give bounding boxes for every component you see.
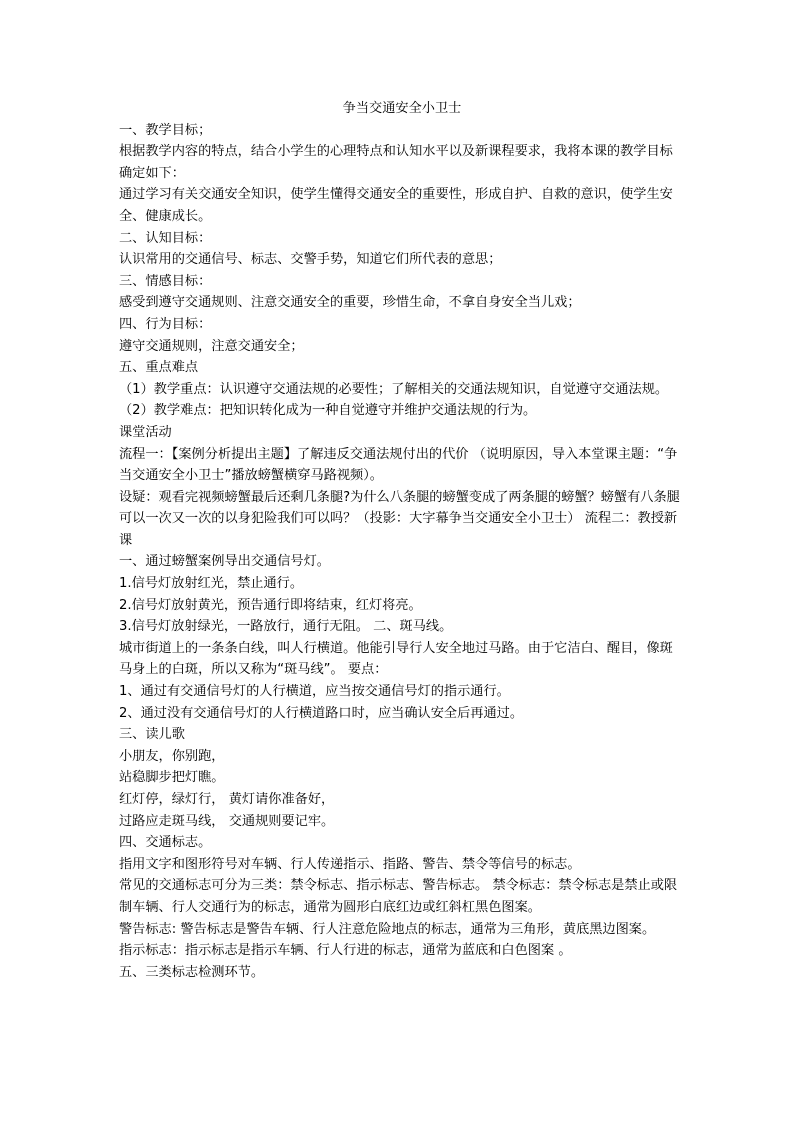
paragraph-key-point-1: （1）教学重点：认识遵守交通法规的必要性；了解相关的交通法规知识，自觉遵守交通法规。 [119, 381, 669, 397]
paragraph-sign-definition: 指用文字和图形符号对车辆、行人传递指示、指路、警告、禁令等信号的标志。 [119, 856, 581, 872]
heading-signal-lights: 一、通过螃蟹案例导出交通信号灯。 [119, 554, 330, 570]
paragraph-warning-signs: 警告标志: 警告标志是警告车辆、行人注意危险地点的标志，通常为三角形，黄底黑边图案。 [119, 921, 656, 937]
heading-teaching-goals: 一、教学目标； [119, 122, 212, 138]
document-title: 争当交通安全小卫士 [342, 101, 462, 116]
list-item-green-light: 3.信号灯放射绿光，一路放行，通行无阻。 二、斑马线。 [119, 619, 453, 635]
list-item-crossing-rule-1: 1、通过有交通信号灯的人行横道，应当按交通信号灯的指示通行。 [119, 684, 510, 700]
paragraph-goal-summary: 通过学习有关交通安全知识，使学生懂得交通安全的重要性，形成自护、自救的意识，使学生安全、健康成长。 [119, 187, 673, 224]
paragraph-key-point-2: （2）教学难点：把知识转化成为一种自觉遵守并维护交通法规的行为。 [119, 403, 537, 419]
list-item-yellow-light: 2.信号灯放射黄光，预告通行即将结束，红灯将亮。 [119, 597, 422, 613]
list-item-crossing-rule-2: 2、通过没有交通信号灯的人行横道路口时，应当确认安全后再通过。 [119, 705, 524, 721]
heading-nursery-rhyme: 三、读儿歌 [119, 727, 185, 743]
heading-traffic-signs: 四、交通标志。 [119, 835, 212, 851]
paragraph-zebra-crossing: 城市街道上的一条条白线，叫人行横道。他能引导行人安全地过马路。由于它洁白、醒目，像斑马身上的白斑，所以又称为“斑马线”。 要点： [119, 640, 673, 678]
paragraph-process-one: 流程一：【案例分析提出主题】了解违反交通法规付出的代价 （说明原因，导入本堂课主题：“争当交通安全小卫士”播放螃蟹横穿马路视频）。 [119, 446, 678, 484]
paragraph-indication-signs: 指示标志：指示标志是指示车辆、行人行进的标志，通常为蓝底和白色图案 。 [119, 943, 572, 959]
document-page [119, 98, 685, 983]
paragraph-goal-basis: 根据教学内容的特点，结合小学生的心理特点和认知水平以及新课程要求，我将本课的教学目标确定如下： [119, 144, 673, 181]
paragraph-emotional-goals: 感受到遵守交通规则、注意交通安全的重要，珍惜生命，不拿自身安全当儿戏； [119, 295, 581, 311]
list-item-red-light: 1.信号灯放射红光，禁止通行。 [119, 576, 304, 592]
paragraph-question: 设疑：观看完视频螃蟹最后还剩几条腿?为什么八条腿的螃蟹变成了两条腿的螃蟹？螃蟹有八条腿可以一次又一次的以身犯险我们可以吗？（投影：大字幕争当交通安全小卫士） 流程二：教授新课 [119, 489, 680, 548]
paragraph-sign-types: 常见的交通标志可分为三类：禁令标志、指示标志、警告标志。 禁令标志：禁令标志是禁止或限制车辆、行人交通行为的标志，通常为圆形白底红边或红斜杠黑色图案。 [119, 878, 678, 915]
rhyme-line-2: 站稳脚步把灯瞧。 [119, 770, 225, 786]
rhyme-line-4: 过路应走斑马线， 交通规则要记牢。 [119, 813, 335, 829]
rhyme-line-1: 小朋友，你别跑， [119, 748, 225, 764]
heading-class-activity: 课堂活动 [119, 424, 172, 440]
paragraph-cognitive-goals: 认识常用的交通信号、标志、交警手势，知道它们所代表的意思； [119, 252, 502, 268]
heading-emotional-goals: 三、情感目标： [119, 273, 212, 289]
heading-key-points: 五、重点难点 [119, 360, 199, 376]
heading-behavior-goals: 四、行为目标： [119, 316, 212, 332]
heading-cognitive-goals: 二、认知目标： [119, 230, 212, 246]
heading-sign-test: 五、三类标志检测环节。 [119, 964, 265, 980]
rhyme-line-3: 红灯停，绿灯行， 黄灯请你准备好， [119, 792, 335, 807]
paragraph-behavior-goals: 遵守交通规则，注意交通安全； [119, 338, 304, 354]
